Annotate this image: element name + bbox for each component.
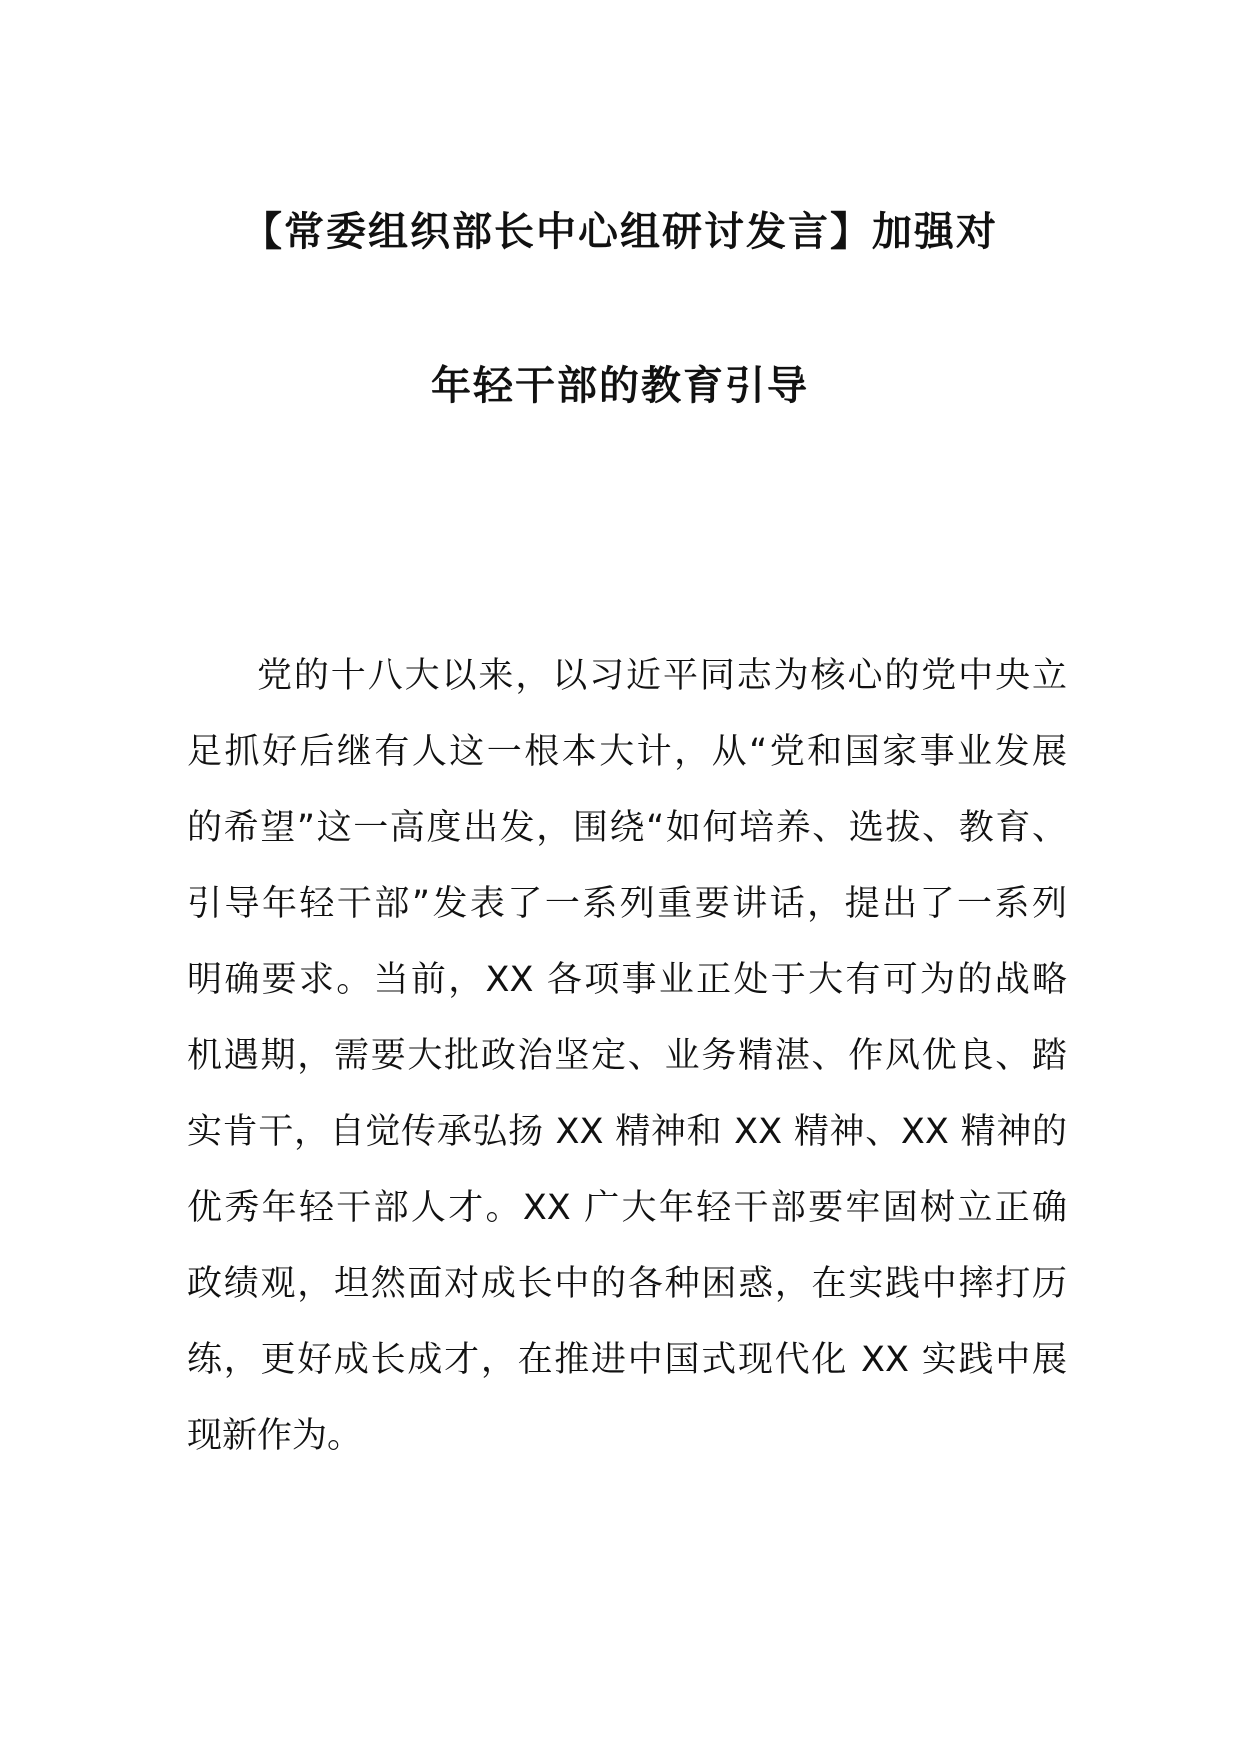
paragraph-line: 党的十八大以来，以习近平同志为核心的党中央立 [257,656,1067,696]
body-paragraph [187,638,1067,1474]
paragraph-line: 政绩观，坦然面对成长中的各种困惑，在实践中摔打历 [187,1264,1067,1304]
paragraph-line: 机遇期，需要大批政治坚定、业务精湛、作风优良、踏 [187,1036,1067,1076]
paragraph-line: 足抓好后继有人这一根本大计，从“党和国家事业发展 [187,732,1067,772]
paragraph-line: 引导年轻干部”发表了一系列重要讲话，提出了一系列 [187,884,1067,924]
paragraph-line: 明确要求。当前，XX 各项事业正处于大有可为的战略 [187,960,1067,1000]
paragraph-line: 优秀年轻干部人才。XX 广大年轻干部要牢固树立正确 [187,1188,1067,1228]
paragraph-line: 实肯干，自觉传承弘扬 XX 精神和 XX 精神、XX 精神的 [187,1112,1067,1152]
paragraph-line: 练，更好成长成才，在推进中国式现代化 XX 实践中展 [187,1340,1067,1380]
paragraph-line: 现新作为。 [187,1416,363,1456]
paragraph-line: 的希望”这一高度出发，围绕“如何培养、选拔、教育、 [187,808,1067,848]
document-title-line-1: 【常委组织部长中心组研讨发言】加强对 [242,209,998,255]
document-title-line-2: 年轻干部的教育引导 [431,363,809,409]
